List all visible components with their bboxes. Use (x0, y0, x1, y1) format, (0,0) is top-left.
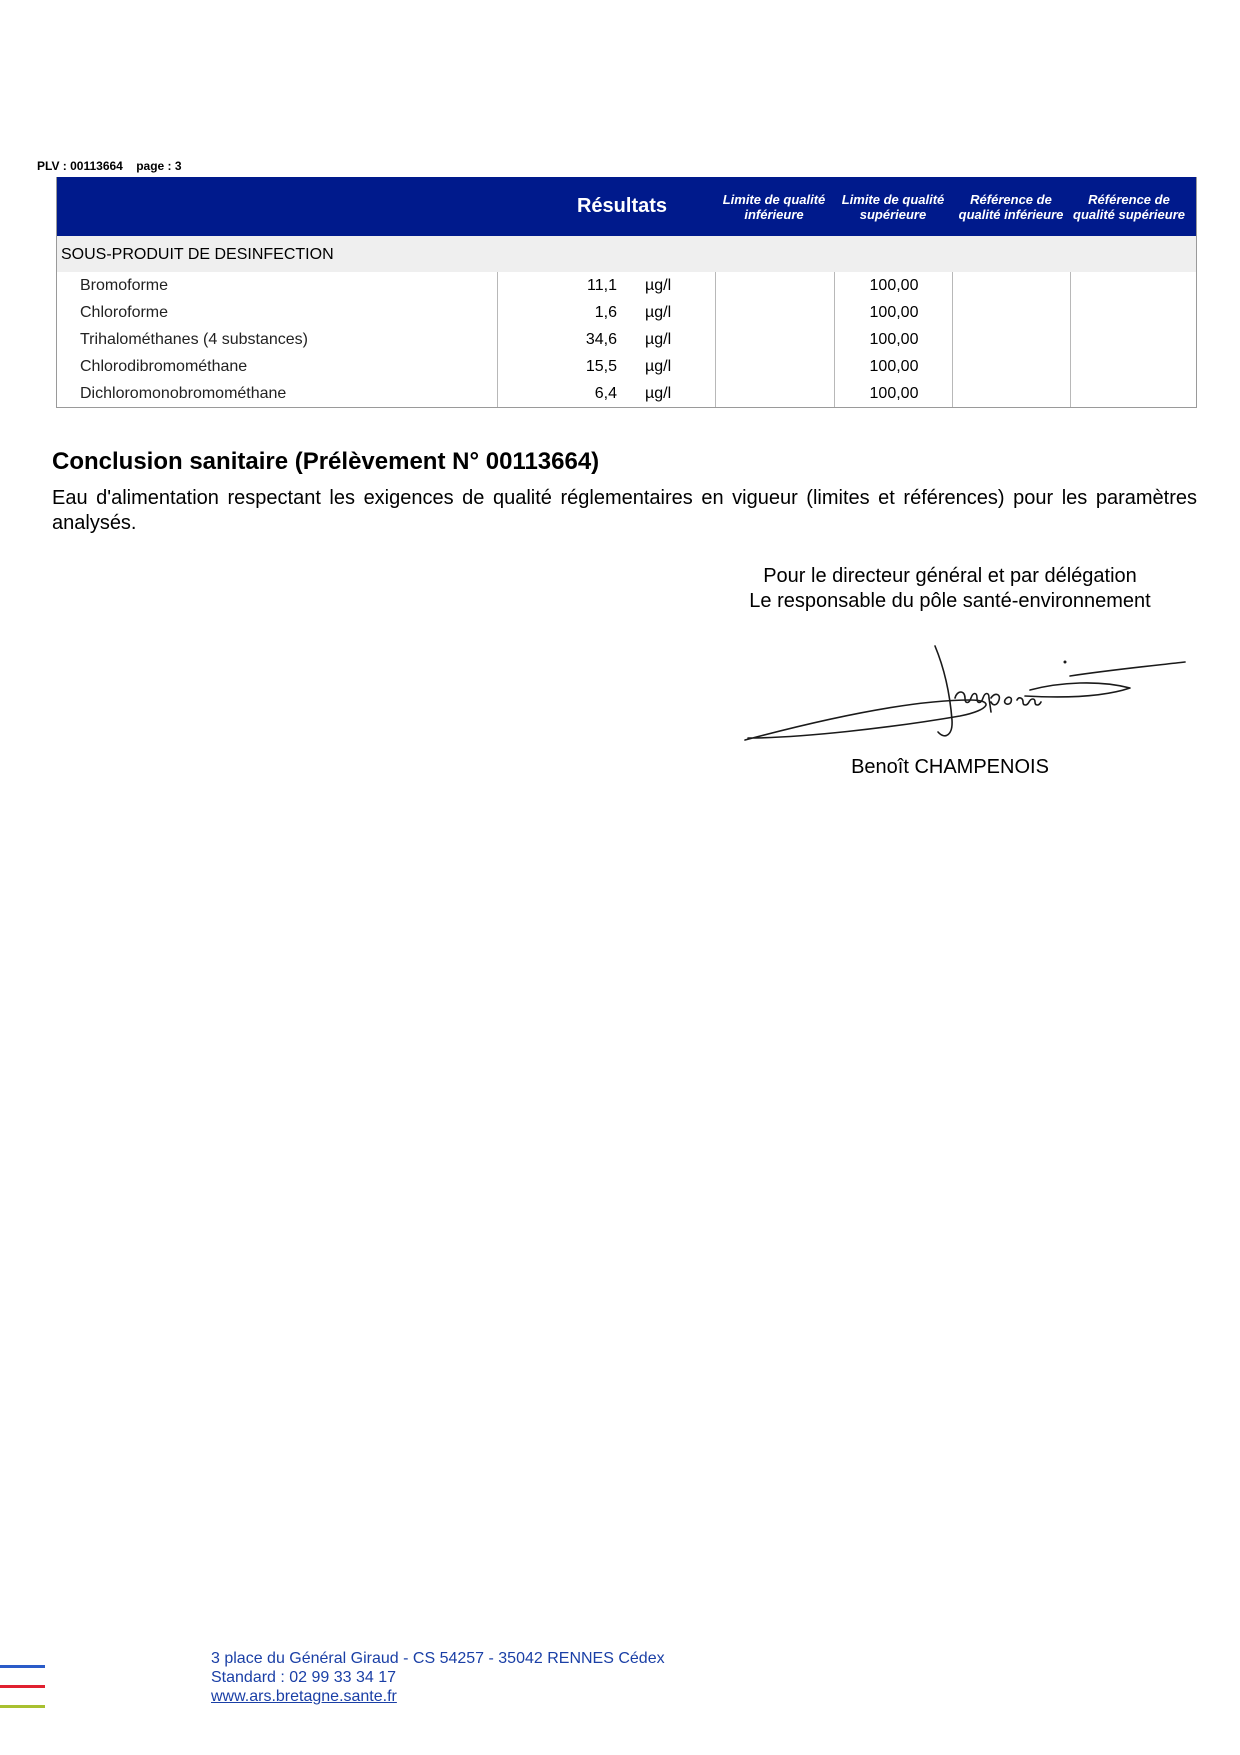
result-value: 6,4 (594, 385, 617, 402)
table-row (57, 353, 1196, 380)
parameter-name: Chloroforme (80, 304, 169, 321)
table-body (57, 272, 1196, 407)
result-unit: µg/l (645, 304, 672, 321)
page-number: page : 3 (136, 159, 182, 173)
decorative-bar-red (0, 1685, 45, 1688)
result-unit: µg/l (645, 277, 672, 294)
results-table (56, 177, 1197, 408)
section-title: SOUS-PRODUIT DE DESINFECTION (57, 236, 1196, 272)
result-value: 15,5 (585, 358, 617, 375)
signatory-name: Benoît CHAMPENOIS (851, 756, 1049, 778)
result-value: 1,6 (594, 304, 617, 321)
table-row (57, 380, 1196, 407)
footer-address: 3 place du Général Giraud - CS 54257 - 35042 RENNES Cédex (211, 1650, 665, 1667)
table-header (57, 177, 1196, 236)
parameter-name: Trihalométhanes (4 substances) (80, 331, 308, 348)
results-title: Résultats (576, 195, 668, 217)
limit-sup-value: 100,00 (869, 304, 919, 321)
limit-sup-value: 100,00 (869, 358, 919, 375)
footer-contact (211, 1649, 665, 1706)
table-row (57, 299, 1196, 326)
result-value: 11,1 (587, 277, 617, 294)
limit-sup-value: 100,00 (869, 331, 919, 348)
parameter-name: Bromoforme (80, 277, 169, 294)
result-unit: µg/l (645, 385, 672, 402)
decorative-bar-green (0, 1705, 45, 1708)
signature-line-1: Pour le directeur général et par délégation (763, 565, 1137, 587)
limit-sup-value: 100,00 (869, 277, 919, 294)
footer-website-link[interactable]: www.ars.bretagne.sante.fr (211, 1688, 397, 1705)
parameter-name: Chlorodibromométhane (80, 358, 248, 375)
col-reference-inferieure: Référence de qualité inférieure (958, 192, 1064, 222)
table-row (57, 326, 1196, 353)
result-unit: µg/l (645, 331, 672, 348)
conclusion-title: Conclusion sanitaire (Prélèvement N° 00113664) (52, 448, 600, 475)
col-limite-superieure: Limite de qualité supérieure (841, 192, 945, 222)
decorative-bar-blue (0, 1665, 45, 1668)
document-reference (37, 159, 182, 173)
conclusion-text: Eau d'alimentation respectant les exigences de qualité réglementaires en vigueur (limites et références) pour les paramètres analysés. (52, 487, 1197, 534)
footer-phone: Standard : 02 99 33 34 17 (211, 1669, 397, 1686)
signature-line-2: Le responsable du pôle santé-environnement (749, 590, 1151, 612)
col-reference-superieure: Référence de qualité supérieure (1073, 192, 1185, 222)
col-limite-inferieure: Limite de qualité inférieure (722, 192, 826, 222)
result-unit: µg/l (645, 358, 672, 375)
limit-sup-value: 100,00 (869, 385, 919, 402)
plv-number: PLV : 00113664 (37, 159, 123, 173)
result-value: 34,6 (585, 331, 617, 348)
parameter-name: Dichloromonobromométhane (80, 385, 287, 402)
table-row (57, 272, 1196, 299)
handwritten-signature (740, 640, 1210, 750)
